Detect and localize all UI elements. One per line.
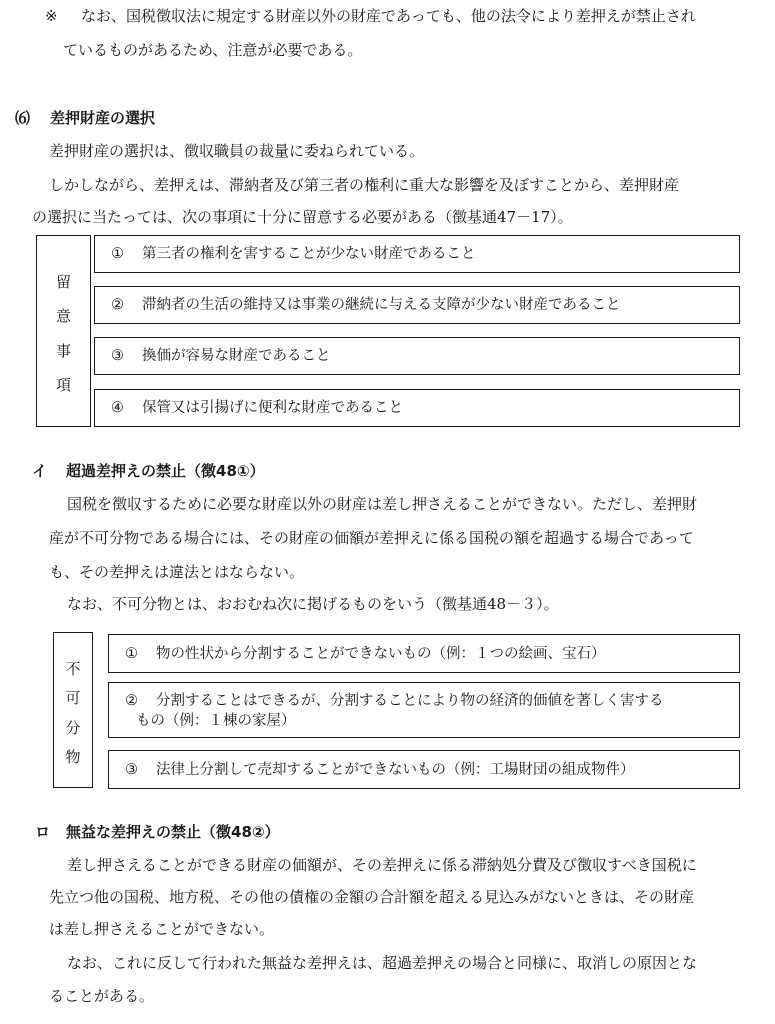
indivisible-label-char: 不 (65, 660, 81, 679)
attention-item-1 (94, 235, 740, 273)
section-ro-para-1-line-3: は差し押さえることができない。 (49, 920, 275, 938)
section-i-title: 超過差押えの禁止（徴48①） (66, 462, 265, 480)
item-number: ① (111, 246, 124, 262)
indivisible-item-3 (108, 750, 740, 789)
section-ro-para-2-line-1: なお、これに反して行われた無益な差押えは、超過差押えの場合と同様に、取消しの原因とな (67, 954, 698, 972)
item-number: ② (111, 297, 124, 313)
indivisible-item-1 (108, 634, 740, 673)
section-6-title: 差押財産の選択 (50, 109, 156, 127)
attention-label-char: 事 (55, 341, 71, 360)
section-6-number: ⑹ (15, 109, 31, 127)
item-text: 物の性状から分割することができないもの（例：１つの絵画、宝石） (156, 645, 606, 662)
section-i-para-1-line-3: も、その差押えは違法とはならない。 (49, 563, 305, 581)
item-text-line: もの（例：１棟の家屋） (136, 713, 296, 729)
indivisible-label-char: 可 (65, 689, 81, 708)
item-text: 第三者の権利を害することが少ない財産であること (142, 246, 476, 262)
attention-label-char: 意 (55, 307, 71, 326)
item-number: ② (125, 693, 138, 709)
section-ro-para-1-line-2: 先立つ他の国税、地方税、その他の債権の金額の合計額を超える見込みがないときは、その財産 (49, 888, 695, 906)
section-ro-marker: ロ (35, 823, 51, 841)
item-text: 換価が容易な財産であること (142, 348, 331, 364)
item-text: 法律上分割して売却することができないもの（例：工場財団の組成物件） (156, 761, 635, 778)
attention-label (36, 258, 91, 408)
item-text: 保管又は引揚げに便利な財産であること (142, 400, 403, 416)
indivisible-item-2 (108, 682, 740, 738)
note-line-2: ているものがあるため、注意が必要である。 (63, 41, 363, 59)
section-i-para-1-line-2: 産が不可分物である場合には、その財産の価額が差押えに係る国税の額を超過する場合であって (49, 529, 694, 547)
item-text-block (136, 691, 664, 731)
item-number: ③ (125, 761, 138, 778)
section-i-marker: イ (32, 462, 48, 480)
attention-label-char: 項 (55, 375, 71, 394)
section-6-para-1: 差押財産の選択は、徴収職員の裁量に委ねられている。 (49, 142, 425, 160)
item-number: ① (125, 645, 138, 662)
attention-label-char: 留 (55, 273, 71, 292)
attention-item-4 (94, 389, 740, 427)
item-number: ④ (111, 400, 124, 416)
item-number: ③ (111, 348, 124, 364)
indivisible-label-char: 物 (65, 747, 81, 766)
section-ro-para-1-line-1: 差し押さえることができる財産の価額が、その差押えに係る滞納処分費及び徴収すべき国税に (67, 856, 697, 874)
section-i-para-1-line-1: 国税を徴収するために必要な財産以外の財産は差し押さえることができない。ただし、差押財 (67, 495, 698, 513)
item-text-line: 分割することはできるが、分割することにより物の経済的価値を著しく害する (156, 693, 664, 709)
note-line-1: なお、国税徴収法に規定する財産以外の財産であっても、他の法令により差押えが禁止され (81, 7, 696, 25)
section-ro-para-2-line-2: ることがある。 (49, 987, 155, 1005)
indivisible-label (53, 650, 93, 775)
attention-item-2 (94, 286, 740, 324)
section-i-para-2: なお、不可分物とは、おおむね次に掲げるものをいう（徴基通48－３）。 (67, 595, 559, 613)
item-text: 滞納者の生活の維持又は事業の継続に与える支障が少ない財産であること (142, 297, 621, 313)
section-6-para-2-line-1: しかしながら、差押えは、滞納者及び第三者の権利に重大な影響を及ぼすことから、差押財産 (49, 176, 680, 194)
note-mark: ※ (45, 7, 58, 25)
attention-item-3 (94, 337, 740, 375)
section-ro-title: 無益な差押えの禁止（徴48②） (66, 823, 280, 841)
section-6-para-2-line-2: の選択に当たっては、次の事項に十分に留意する必要がある（徴基通47－17）。 (32, 208, 573, 226)
indivisible-label-char: 分 (65, 718, 81, 737)
